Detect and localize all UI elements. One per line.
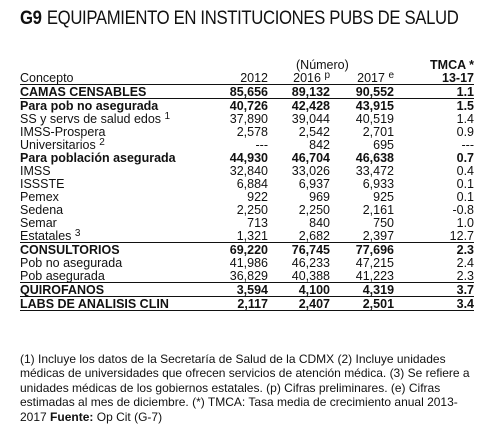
cell-tmca: 2.3 bbox=[456, 269, 475, 283]
cell-2017: 33,472 bbox=[355, 164, 395, 178]
cell-tmca: 2.3 bbox=[394, 243, 474, 257]
row-label: LABS DE ANALISIS CLIN bbox=[20, 297, 206, 311]
source-text: Op Cit (G-7) bbox=[96, 409, 163, 424]
source-label: Fuente: bbox=[50, 409, 94, 424]
table-row bbox=[20, 269, 474, 283]
unit-label: (Número) bbox=[296, 58, 349, 72]
data-table bbox=[20, 58, 474, 311]
table-row bbox=[20, 203, 474, 216]
cell-2012: 2,250 bbox=[236, 203, 268, 217]
row-label: Pemex bbox=[20, 190, 59, 204]
cell-2012: 69,220 bbox=[206, 243, 268, 257]
cell-tmca: --- bbox=[461, 138, 475, 152]
cell-2017: 77,696 bbox=[330, 243, 394, 257]
cell-2017: 6,933 bbox=[362, 177, 395, 191]
table-row bbox=[20, 125, 474, 138]
row-label: ISSSTE bbox=[20, 177, 65, 191]
row-label: Estatales $^3$ bbox=[20, 228, 81, 243]
cell-2017: 2,397 bbox=[362, 229, 395, 243]
cell-2012: 3,594 bbox=[206, 283, 268, 297]
row-label: IMSS bbox=[20, 164, 51, 178]
cell-2016: 2,682 bbox=[298, 229, 330, 243]
cell-tmca: 1.1 bbox=[394, 85, 474, 99]
cell-2016: 76,745 bbox=[268, 243, 330, 257]
tmca-header: TMCA * bbox=[430, 58, 475, 72]
cell-tmca: 1.0 bbox=[456, 216, 475, 230]
cell-tmca: 12.7 bbox=[449, 229, 475, 243]
note-tmca: (*) TMCA: Tasa media de crecimiento anual 2013-2017 bbox=[20, 395, 458, 424]
table-row bbox=[20, 256, 474, 269]
cell-tmca: 3.7 bbox=[394, 283, 474, 297]
year-2017-header: 2017 $^e$ bbox=[357, 70, 395, 85]
cell-2016: 39,044 bbox=[291, 112, 330, 126]
cell-2016: 840 bbox=[309, 216, 330, 230]
cell-2016: 2,250 bbox=[298, 203, 330, 217]
cell-2012: 37,890 bbox=[229, 112, 268, 126]
table-row bbox=[20, 164, 474, 177]
cell-2017: 43,915 bbox=[355, 99, 395, 113]
footnotes bbox=[20, 352, 480, 424]
note-3: (3) Se refiere a unidades médicas de los gobiernos estatales. bbox=[20, 366, 470, 395]
cell-2016: 89,132 bbox=[268, 85, 330, 99]
cell-2016: 842 bbox=[309, 138, 330, 152]
cell-2012: 713 bbox=[247, 216, 268, 230]
cell-tmca: 0.1 bbox=[456, 190, 475, 204]
cell-2016: 2,407 bbox=[268, 297, 330, 311]
cell-tmca: 1.5 bbox=[456, 99, 475, 113]
cell-2016: 40,388 bbox=[291, 269, 330, 283]
row-label: CONSULTORIOS bbox=[20, 243, 206, 257]
note-1: (1) Incluye los datos de la Secretaría de Salud de la CDMX bbox=[20, 352, 335, 366]
cell-2017: 4,319 bbox=[330, 283, 394, 297]
table-row bbox=[20, 216, 474, 229]
cell-tmca: 0.9 bbox=[456, 125, 475, 139]
header-row-years bbox=[20, 71, 474, 85]
cell-2017: 2,501 bbox=[330, 297, 394, 311]
cell-2017: 2,701 bbox=[362, 125, 395, 139]
table-row bbox=[20, 151, 474, 164]
cell-2012: 85,656 bbox=[206, 85, 268, 99]
note-e: (e) Cifras estimadas al mes de diciembre. bbox=[20, 380, 441, 410]
cell-2016: 46,233 bbox=[291, 256, 330, 270]
title-text: EQUIPAMIENTO EN INSTITUCIONES PUBS DE SALUD bbox=[46, 8, 459, 29]
cell-2017: 750 bbox=[373, 216, 395, 230]
cell-2012: 2,578 bbox=[236, 125, 268, 139]
cell-tmca: 2.4 bbox=[456, 256, 475, 270]
cell-2012: 41,986 bbox=[229, 256, 268, 270]
table-row bbox=[20, 283, 474, 297]
row-label: Semar bbox=[20, 216, 57, 230]
cell-2017: 47,215 bbox=[355, 256, 395, 270]
table-row bbox=[20, 243, 474, 257]
table-row bbox=[20, 85, 474, 99]
cell-2012: --- bbox=[255, 138, 268, 152]
row-label: SS y servs de salud edos $^1$ bbox=[20, 111, 171, 126]
table-row bbox=[20, 229, 474, 243]
table-row bbox=[20, 177, 474, 190]
table-row bbox=[20, 297, 474, 311]
cell-tmca: 0.4 bbox=[456, 164, 475, 178]
cell-tmca: -0.8 bbox=[452, 203, 475, 217]
row-label: QUIROFANOS bbox=[20, 283, 206, 297]
row-label: Sedena bbox=[20, 203, 64, 217]
note-p: (p) Cifras preliminares. bbox=[266, 380, 388, 395]
cell-2012: 44,930 bbox=[229, 151, 268, 165]
table-row bbox=[20, 112, 474, 125]
cell-2012: 2,117 bbox=[206, 297, 268, 311]
cell-2012: 40,726 bbox=[229, 99, 268, 113]
cell-2016: 4,100 bbox=[268, 283, 330, 297]
cell-2016: 46,704 bbox=[291, 151, 330, 165]
header-row-top bbox=[20, 58, 474, 71]
concepto-header: Concepto bbox=[20, 71, 74, 85]
title-code: G9 bbox=[20, 8, 42, 29]
cell-2017: 41,223 bbox=[355, 269, 395, 283]
cell-2016: 6,937 bbox=[298, 177, 330, 191]
tmca-period-header: 13-17 bbox=[442, 71, 475, 85]
table-row bbox=[20, 99, 474, 113]
row-label: Pob no asegurada bbox=[20, 256, 123, 270]
row-label: Pob asegurada bbox=[20, 269, 105, 283]
cell-2012: 922 bbox=[247, 190, 268, 204]
chart-title bbox=[20, 8, 459, 30]
cell-2012: 1,321 bbox=[236, 229, 268, 243]
cell-2012: 32,840 bbox=[229, 164, 268, 178]
cell-tmca: 0.7 bbox=[456, 151, 475, 165]
row-label: CAMAS CENSABLES bbox=[20, 85, 206, 99]
cell-2012: 36,829 bbox=[229, 269, 268, 283]
cell-tmca: 3.4 bbox=[394, 297, 474, 311]
note-2: (2) Incluye unidades médicas de universidades que ofrecen servicios de atención médica. bbox=[20, 352, 446, 381]
cell-2017: 40,519 bbox=[355, 112, 395, 126]
cell-2016: 969 bbox=[309, 190, 330, 204]
year-2012-header: 2012 bbox=[240, 71, 268, 85]
table-row bbox=[20, 138, 474, 151]
cell-2016: 2,542 bbox=[298, 125, 330, 139]
cell-tmca: 0.1 bbox=[456, 177, 475, 191]
cell-2017: 90,552 bbox=[330, 85, 394, 99]
row-label: Universitarios $^2$ bbox=[20, 137, 105, 152]
table-row bbox=[20, 190, 474, 203]
cell-2016: 42,428 bbox=[291, 99, 330, 113]
cell-2017: 925 bbox=[373, 190, 395, 204]
year-2016-header: 2016 $^p$ bbox=[293, 70, 330, 85]
cell-2017: 46,638 bbox=[355, 151, 395, 165]
row-label: Para pob no asegurada bbox=[20, 99, 159, 113]
cell-2017: 2,161 bbox=[362, 203, 395, 217]
row-label: Para población asegurada bbox=[20, 151, 176, 165]
cell-2016: 33,026 bbox=[291, 164, 330, 178]
cell-2017: 695 bbox=[373, 138, 395, 152]
cell-2012: 6,884 bbox=[236, 177, 268, 191]
row-label: IMSS-Prospera bbox=[20, 125, 106, 139]
cell-tmca: 1.4 bbox=[456, 112, 475, 126]
